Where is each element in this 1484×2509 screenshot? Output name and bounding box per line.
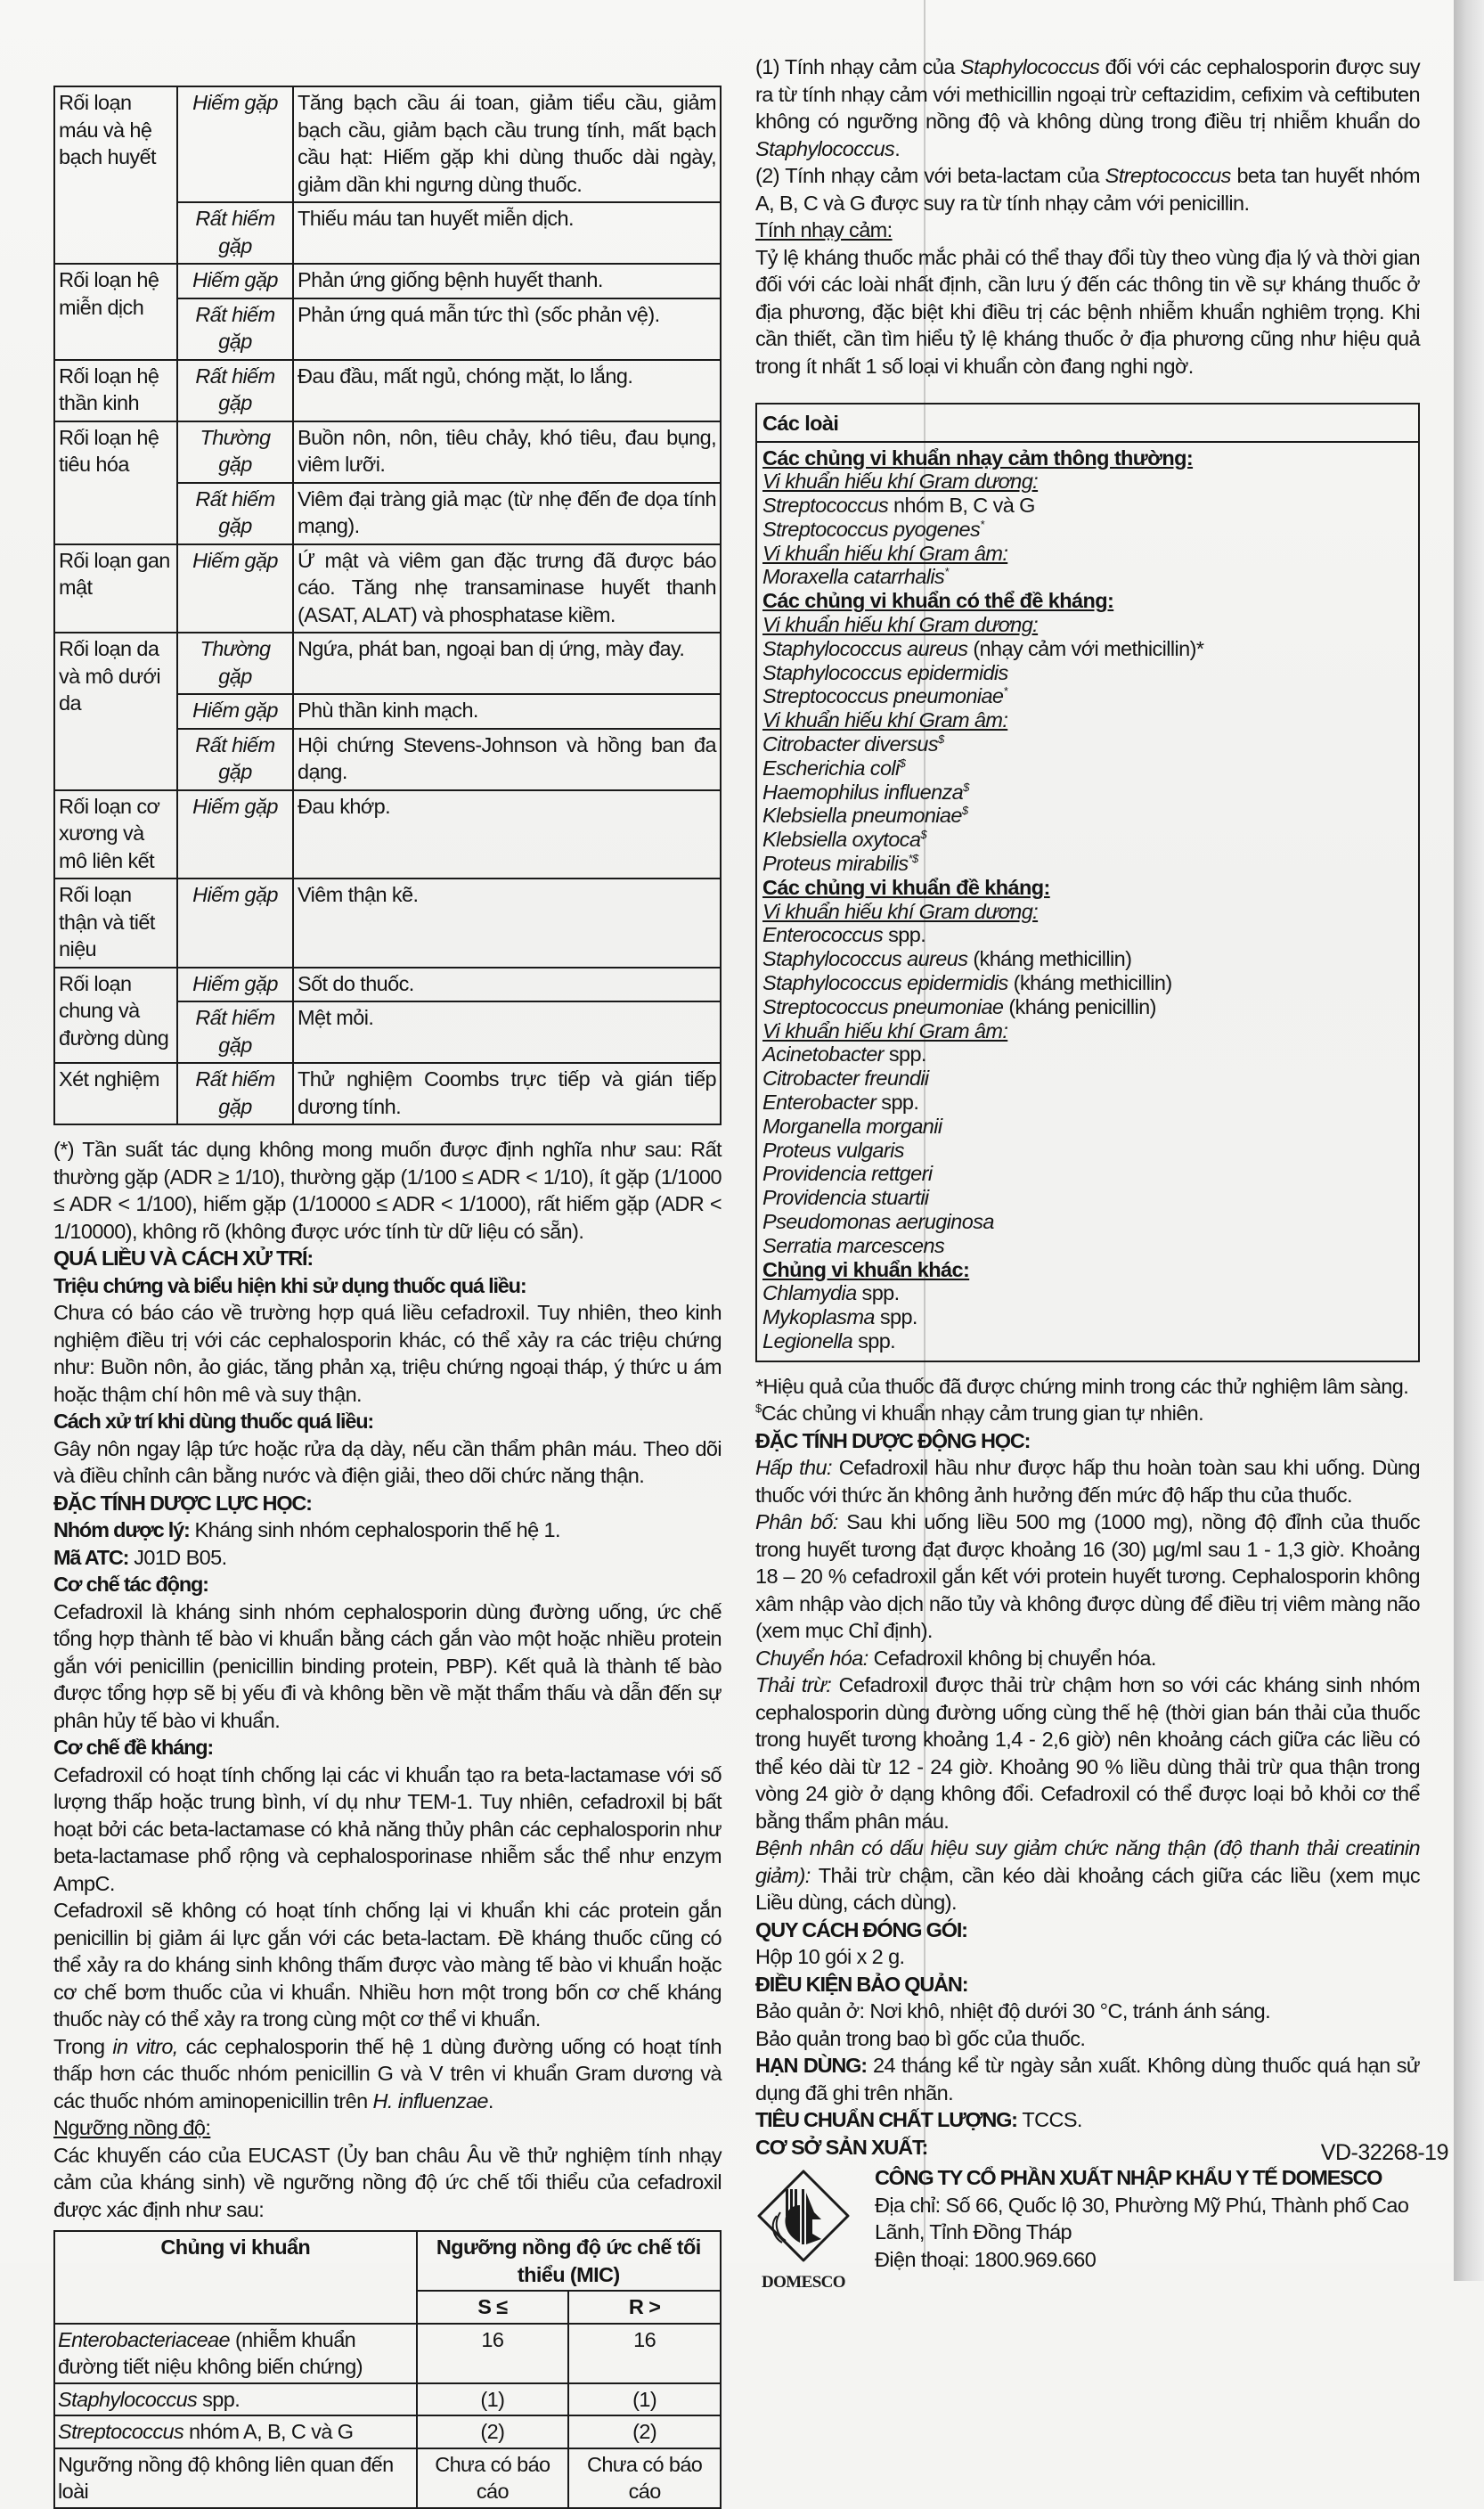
effect-cell: Đau đầu, mất ngủ, chóng mặt, lo lắng. <box>293 360 721 421</box>
species-name: Citrobacter freundii <box>762 1067 929 1091</box>
species-group-heading: Các chủng vi khuẩn đề kháng: <box>762 875 1050 899</box>
species-qualifier: spp. <box>856 1281 900 1305</box>
species-qualifier: (kháng penicillin) <box>1003 994 1156 1018</box>
shelf-life <box>755 2052 1420 2106</box>
note1-pre: (1) Tính nhạy cảm của <box>755 55 961 78</box>
species-subgroup-heading: Vi khuẩn hiếu khí Gram âm: <box>762 541 1008 565</box>
mic-species-rest: (nhiễm khuẩn đường tiết niệu không biến chứng) <box>58 2327 363 2378</box>
packaging-heading: QUY CÁCH ĐÓNG GÓI: <box>755 1917 967 1941</box>
species-item <box>762 1234 1413 1258</box>
frequency-cell: Rất hiếm gặp <box>177 360 293 421</box>
note1-italic: Staphylococcus <box>960 55 1100 78</box>
domesco-logo-icon <box>755 2170 852 2294</box>
species-item <box>762 637 1413 661</box>
species-name: Acinetobacter <box>762 1042 884 1067</box>
species-qualifier: spp. <box>874 1305 917 1329</box>
mic-species-rest: spp. <box>197 2387 241 2411</box>
species-marker: *$ <box>908 852 918 866</box>
in-vitro-paragraph <box>53 2033 722 2115</box>
footnote-dollar-text: Các chủng vi khuẩn nhạy cảm trung gian tự nhiên. <box>761 1402 1204 1426</box>
effect-cell: Buồn nôn, nôn, tiêu chảy, khó tiêu, đau bụng, viêm lưỡi. <box>293 421 721 483</box>
eucast-text: Các khuyến cáo của EUCAST (Ủy ban châu Âu về thử nghiệm tính nhạy cảm của kháng sinh) về ngưỡng nồng độ ức chế tối thiểu của cefadroxil được xác định như sau: <box>53 2143 722 2221</box>
species-item <box>762 923 1413 947</box>
species-name: Enterococcus <box>762 923 884 947</box>
adverse-effect-row <box>54 86 721 202</box>
species-marker: * <box>944 565 949 579</box>
resistance-paragraph-1: Cefadroxil có hoạt tính chống lại các vi khuẩn tạo ra beta-lactamase với số lượng thấp hoặc trung bình, ví dụ như TEM-1. Tuy nhiên, cefadroxil bị bất hoạt bởi các beta-lactamase có khả năng thủy phân các cephalosporin như beta-lactamase phổ rộng và cephalosporinase nhiễm sắc thể như enzym AmpC. <box>53 1762 722 1895</box>
overdose-symptoms-text: Chưa có báo cáo về trường hợp quá liều cefadroxil. Tuy nhiên, theo kinh nghiệm điều trị với các cephalosporin khác, có thể xảy ra các triệu chứng như: Buồn nôn, ảo giác, tăng phản xạ, triệu chứng ngoại tháp, ý thức u ám hoặc thậm chí hôn mê và suy thận. <box>53 1301 722 1406</box>
metabolism-label: Chuyển hóa: <box>755 1646 868 1670</box>
species-name: Streptococcus <box>762 494 889 518</box>
resistance-paragraph-2: Cefadroxil sẽ không có hoạt tính chống lại vi khuẩn khi các protein gắn penicillin bị giảm ái lực gắn với các beta-lactam. Đề kháng thuốc cũng có thể xảy ra do kháng sinh không thấm được vào màng tế bào vi khuẩn hoặc cơ chế bơm thuốc của vi khuẩn. Nhiều hơn một trong bốn cơ chế kháng thuốc này có thể xảy ra trong cùng một cơ thể vi khuẩn. <box>53 1899 722 2031</box>
mic-r-cell: 16 <box>568 2324 721 2383</box>
mic-col-species: Chủng vi khuẩn <box>54 2231 417 2324</box>
species-item <box>762 1210 1413 1234</box>
species-item <box>762 1162 1413 1186</box>
species-marker: $ <box>937 732 944 747</box>
effect-cell: Tăng bạch cầu ái toan, giảm tiểu cầu, giảm bạch cầu, giảm bạch cầu trung tính, mất bạch cầu hạt: Hiếm gặp khi dùng thuốc dài ngày, giảm dần khi ngưng dùng thuốc. <box>293 86 721 202</box>
organ-system-cell: Rối loạn cơ xương và mô liên kết <box>54 790 177 879</box>
species-marker: $ <box>899 756 906 771</box>
species-name: Legionella <box>762 1328 853 1353</box>
breakpoints-heading: Ngưỡng nồng độ: <box>53 2116 211 2139</box>
effect-cell: Ứ mật và viêm gan đặc trưng đã được báo cáo. Tăng nhẹ transaminase huyết thanh (ASAT, ALAT) và phosphatase kiềm. <box>293 544 721 633</box>
species-item <box>762 828 1413 852</box>
note1-post: đối với các cephalosporin được suy ra từ tính nhạy cảm với methicillin ngoại trừ ceftazidim, cefixim và ceftibuten không có ngưỡng nồng độ và không dùng trong điều trị nhiễm khuẩn do <box>755 55 1420 133</box>
organ-system-cell: Xét nghiệm <box>54 1063 177 1124</box>
manufacturer-block <box>755 2164 1420 2298</box>
species-qualifier: nhóm B, C và G <box>888 494 1035 518</box>
storage-heading: ĐIỀU KIỆN BẢO QUẢN: <box>755 1972 968 1996</box>
species-item <box>762 661 1413 685</box>
species-item <box>762 1281 1413 1305</box>
frequency-cell: Rất hiếm gặp <box>177 1063 293 1124</box>
distribution-text: Sau khi uống liều 500 mg (1000 mg), nồng độ đỉnh của thuốc trong huyết tương đạt được khoảng 16 (30) µg/ml sau 1 - 1,3 giờ. Khoảng 18 – 20 % cefadroxil gắn kết với protein huyết tương. Cephalosporin không xâm nhập vào dịch não tủy và không được dùng để điều trị viêm màng não (xem mục Chỉ định). <box>755 1510 1421 1643</box>
species-subgroup-heading: Vi khuẩn hiếu khí Gram dương: <box>762 899 1039 923</box>
adverse-effect-row <box>54 1063 721 1124</box>
frequency-cell: Rất hiếm gặp <box>177 202 293 264</box>
quality-standard <box>755 2106 1420 2134</box>
species-item <box>762 518 1413 542</box>
species-name: Streptococcus pneumoniae <box>762 684 1004 708</box>
species-qualifier: (kháng methicillin) <box>1007 971 1172 995</box>
manufacturer-phone: Điện thoại: 1800.969.660 <box>875 2247 1097 2271</box>
quality-standard-text: TCCS. <box>1016 2108 1082 2132</box>
species-list <box>757 443 1418 1361</box>
species-marker: $ <box>961 804 968 818</box>
species-item <box>762 684 1413 708</box>
elimination-text: Cefadroxil được thải trừ chậm hơn so với các kháng sinh nhóm cephalosporin dùng đường uống cùng thế hệ (thời gian bán thải của thuốc trong huyết tương khoảng 1,4 - 2,6 giờ) nên khoảng cách giữa các liều có thể kéo dài từ 12 - 24 giờ. Khoảng 90 % liều dùng thải trừ qua thận trong vòng 24 giờ ở dạng không đổi. Cefadroxil có thể được loại bỏ khỏi cơ thể bằng thẩm phân máu. <box>755 1673 1420 1833</box>
distribution-label: Phân bố: <box>755 1510 838 1534</box>
mic-species-cell <box>54 2324 417 2383</box>
species-group-heading: Các chủng vi khuẩn có thể đề kháng: <box>762 589 1114 613</box>
mic-row <box>54 2383 721 2416</box>
species-name: Citrobacter diversus <box>762 732 938 756</box>
absorption-label: Hấp thu: <box>755 1456 832 1480</box>
effect-cell: Phản ứng quá mẫn tức thì (sốc phản vệ). <box>293 298 721 360</box>
effect-cell: Đau khớp. <box>293 790 721 879</box>
mic-s-cell: Chưa có báo cáo <box>417 2448 569 2508</box>
mic-species-italic: Enterobacteriaceae <box>58 2327 231 2351</box>
organ-system-cell: Rối loạn hệ thần kinh <box>54 360 177 421</box>
mic-row <box>54 2324 721 2383</box>
in-vitro-post: các cephalosporin thế hệ 1 dùng đường uống có hoạt tính thấp hơn các thuốc nhóm penicillin G và V trên vi khuẩn Gram dương và các thuốc nhóm aminopenicillin trên <box>53 2034 722 2113</box>
species-qualifier: (nhạy cảm với methicillin)* <box>967 636 1204 660</box>
footnote-dollar <box>755 1400 1420 1427</box>
species-name: Serratia marcescens <box>762 1233 945 1257</box>
mic-col-threshold: Ngưỡng nồng độ ức chế tối thiểu (MIC) <box>417 2231 721 2291</box>
note1-italic2: Staphylococcus <box>755 136 895 160</box>
renal-text: Thải trừ chậm, cần kéo dài khoảng cách giữa các liều (xem mục Liều dùng, cách dùng). <box>755 1863 1420 1915</box>
effect-cell: Mệt mỏi. <box>293 1001 721 1063</box>
renal-label: Bệnh nhân có dấu hiệu suy giảm chức năng thận (độ thanh thải creatinin giảm): <box>755 1836 1420 1887</box>
mic-row <box>54 2448 721 2508</box>
mic-footnote-1 <box>755 53 1420 162</box>
pharm-group-value: Kháng sinh nhóm cephalosporin thế hệ 1. <box>189 1518 560 1541</box>
effect-cell: Phù thần kinh mạch. <box>293 694 721 729</box>
species-name: Chlamydia <box>762 1281 857 1305</box>
frequency-cell: Thường gặp <box>177 421 293 483</box>
species-name: Staphylococcus aureus <box>762 636 968 660</box>
packaging-text: Hộp 10 gói x 2 g. <box>755 1945 905 1969</box>
species-subgroup-heading: Vi khuẩn hiếu khí Gram âm: <box>762 1018 1008 1042</box>
shelf-life-text: 24 tháng kể từ ngày sản xuất. Không dùng thuốc quá hạn sử dụng đã ghi trên nhãn. <box>755 2054 1420 2104</box>
species-item <box>762 1329 1413 1353</box>
species-marker: * <box>980 518 984 532</box>
mic-species-rest: nhóm A, B, C và G <box>183 2420 354 2443</box>
elimination <box>755 1671 1420 1835</box>
absorption-text: Cefadroxil hầu như được hấp thu hoàn toàn sau khi uống. Dùng thuốc với thức ăn không ảnh hưởng đến mức độ hấp thu của thuốc. <box>755 1456 1420 1507</box>
species-name: Providencia rettgeri <box>762 1162 933 1186</box>
mic-species-cell <box>54 2448 417 2508</box>
footnote-dollar-sup: $ <box>755 1402 762 1416</box>
overdose-treatment-heading: Cách xử trí khi dùng thuốc quá liều: <box>53 1410 373 1433</box>
organ-system-cell: Rối loạn hệ miễn dịch <box>54 264 177 360</box>
species-item <box>762 947 1413 971</box>
species-name: Enterobacter <box>762 1091 877 1115</box>
storage-text-2: Bảo quản trong bao bì gốc của thuốc. <box>755 2026 1086 2050</box>
effect-cell: Viêm đại tràng giả mạc (từ nhẹ đến đe dọa tính mạng). <box>293 483 721 544</box>
mic-r-cell: (1) <box>568 2383 721 2416</box>
effect-cell: Viêm thận kẽ. <box>293 879 721 968</box>
species-item <box>762 971 1413 995</box>
effect-cell: Hội chứng Stevens-Johnson và hồng ban đa dạng. <box>293 729 721 790</box>
species-name: Streptococcus pneumoniae <box>762 994 1004 1018</box>
footnote-star: *Hiệu quả của thuốc đã được chứng minh trong các thử nghiệm lâm sàng. <box>755 1374 1409 1398</box>
species-name: Streptococcus pyogenes <box>762 517 981 541</box>
frequency-cell: Hiếm gặp <box>177 968 293 1002</box>
effect-cell: Phản ứng giống bệnh huyết thanh. <box>293 264 721 298</box>
effect-cell: Sốt do thuốc. <box>293 968 721 1002</box>
mic-species-italic: Streptococcus <box>58 2420 184 2443</box>
frequency-cell: Hiếm gặp <box>177 264 293 298</box>
species-item <box>762 756 1413 780</box>
mechanism-text: Cefadroxil là kháng sinh nhóm cephalosporin dùng đường uống, ức chế tổng hợp thành tế bào vi khuẩn bằng cách gắn vào một hoặc nhiều protein gắn với penicillin (penicillin binding protein, PBP). Kết quả là thành tế bào được tổng hợp sẽ bị yếu đi và không bền về mặt thẩm thấu và dẫn đến sự phân hủy tế bào vi khuẩn. <box>53 1599 722 1732</box>
adverse-effects-table <box>53 86 722 1125</box>
renal-impairment <box>755 1835 1420 1916</box>
shelf-life-label: HẠN DÙNG: <box>755 2054 867 2078</box>
overdose-treatment-text: Gây nôn ngay lập tức hoặc rửa dạ dày, nếu cần thẩm phân máu. Theo dõi và điều chỉnh cân bằng nước và điện giải, theo dõi chức năng thận. <box>53 1436 722 1487</box>
mic-r-cell: Chưa có báo cáo <box>568 2448 721 2508</box>
overdose-heading: QUÁ LIỀU VÀ CÁCH XỬ TRÍ: <box>53 1246 313 1270</box>
in-vitro-italic: in vitro, <box>112 2034 178 2058</box>
species-qualifier: spp. <box>883 1042 926 1067</box>
manufacturer-details <box>875 2164 1427 2273</box>
elimination-label: Thải trừ: <box>755 1673 832 1697</box>
organ-system-cell: Rối loạn chung và đường dùng <box>54 968 177 1064</box>
pharm-group-label: Nhóm dược lý: <box>53 1518 190 1541</box>
frequency-cell: Rất hiếm gặp <box>177 298 293 360</box>
species-item <box>762 494 1413 518</box>
mic-breakpoints-table <box>53 2230 722 2509</box>
species-subgroup-heading: Vi khuẩn hiếu khí Gram dương: <box>762 470 1039 494</box>
species-name: Mykoplasma <box>762 1305 875 1329</box>
species-name: Staphylococcus aureus <box>762 947 968 971</box>
organ-system-cell: Rối loạn máu và hệ bạch huyết <box>54 86 177 264</box>
note2-italic: Streptococcus <box>1105 164 1231 187</box>
species-item <box>762 780 1413 805</box>
susceptibility-heading: Tính nhạy cảm: <box>755 218 893 241</box>
resistance-heading: Cơ chế đề kháng: <box>53 1736 214 1759</box>
frequency-note: (*) Tần suất tác dụng không mong muốn được định nghĩa như sau: Rất thường gặp (ADR ≥ 1/10), thường gặp (1/100 ≤ ADR < 1/10), ít gặp (1/1000 ≤ ADR < 1/100), hiếm gặp (1/10000 ≤ ADR < 1/1000), rất hiếm gặp (ADR < 1/10000), không rõ (không được ước tính từ dữ liệu có sẵn). <box>53 1138 722 1243</box>
species-item <box>762 732 1413 756</box>
frequency-cell: Hiếm gặp <box>177 879 293 968</box>
species-item <box>762 565 1413 589</box>
frequency-cell: Thường gặp <box>177 633 293 694</box>
domesco-logo <box>755 2170 852 2294</box>
species-box <box>755 403 1420 1362</box>
adverse-effect-row <box>54 264 721 298</box>
atc-code <box>53 1544 722 1572</box>
effect-cell: Thử nghiệm Coombs trực tiếp và gián tiếp dương tính. <box>293 1063 721 1124</box>
organ-system-cell: Rối loạn da và mô dưới da <box>54 633 177 790</box>
adverse-effect-row <box>54 790 721 879</box>
frequency-cell: Hiếm gặp <box>177 790 293 879</box>
species-item <box>762 1186 1413 1210</box>
overdose-symptoms-heading: Triệu chứng và biểu hiện khi sử dụng thuốc quá liều: <box>53 1273 526 1297</box>
mic-species-rest: Ngưỡng nồng độ không liên quan đến loài <box>58 2452 394 2503</box>
species-qualifier: spp. <box>876 1091 919 1115</box>
organ-system-cell: Rối loạn gan mật <box>54 544 177 633</box>
in-vitro-end: . <box>487 2088 493 2113</box>
frequency-cell: Hiếm gặp <box>177 544 293 633</box>
species-subgroup-heading: Vi khuẩn hiếu khí Gram dương: <box>762 613 1039 637</box>
species-group-heading: Chủng vi khuẩn khác: <box>762 1257 970 1281</box>
species-qualifier: (kháng methicillin) <box>967 947 1132 971</box>
mic-col-s: S ≤ <box>417 2291 569 2324</box>
species-name: Klebsiella oxytoca <box>762 828 921 852</box>
mic-s-cell: (2) <box>417 2415 569 2448</box>
atc-value: J01D B05. <box>128 1545 227 1569</box>
mic-species-cell <box>54 2383 417 2416</box>
adverse-effect-row <box>54 968 721 1002</box>
frequency-cell: Hiếm gặp <box>177 86 293 202</box>
mic-s-cell: (1) <box>417 2383 569 2416</box>
species-item <box>762 852 1413 876</box>
organ-system-cell: Rối loạn thận và tiết niệu <box>54 879 177 968</box>
mic-col-r: R > <box>568 2291 721 2324</box>
note1-end: . <box>894 136 901 160</box>
absorption <box>755 1454 1420 1508</box>
species-item <box>762 1305 1413 1329</box>
species-item <box>762 1091 1413 1115</box>
mic-species-italic: Staphylococcus <box>58 2387 198 2411</box>
in-vitro-pre: Trong <box>53 2034 113 2058</box>
metabolism <box>755 1645 1420 1672</box>
species-item <box>762 1115 1413 1139</box>
species-item <box>762 1042 1413 1067</box>
species-name: Staphylococcus epidermidis <box>762 660 1008 684</box>
mic-r-cell: (2) <box>568 2415 721 2448</box>
manufacturer-address: Địa chỉ: Số 66, Quốc lộ 30, Phường Mỹ Phú, Thành phố Cao Lãnh, Tỉnh Đồng Tháp <box>875 2193 1409 2244</box>
manufacturer-name: CÔNG TY CỔ PHẦN XUẤT NHẬP KHẨU Y TẾ DOMESCO <box>875 2166 1382 2190</box>
mic-row <box>54 2415 721 2448</box>
mic-species-cell <box>54 2415 417 2448</box>
in-vitro-species: H. influenzae <box>372 2088 488 2113</box>
species-name: Pseudomonas aeruginosa <box>762 1210 994 1233</box>
species-name: Morganella morganii <box>762 1114 942 1138</box>
species-name: Haemophilus influenza <box>762 780 964 804</box>
species-qualifier: spp. <box>852 1328 896 1353</box>
species-box-header: Các loài <box>757 405 1418 443</box>
frequency-cell: Rất hiếm gặp <box>177 729 293 790</box>
frequency-cell: Rất hiếm gặp <box>177 483 293 544</box>
adverse-effect-row <box>54 544 721 633</box>
note2-pre: (2) Tính nhạy cảm với beta-lactam của <box>755 164 1105 187</box>
species-item <box>762 995 1413 1019</box>
species-name: Moraxella catarrhalis <box>762 565 945 589</box>
mic-s-cell: 16 <box>417 2324 569 2383</box>
atc-label: Mã ATC: <box>53 1545 129 1569</box>
species-group-heading: Các chủng vi khuẩn nhạy cảm thông thường: <box>762 445 1194 470</box>
adverse-effect-row <box>54 879 721 968</box>
frequency-cell: Hiếm gặp <box>177 694 293 729</box>
species-marker: $ <box>920 828 926 842</box>
manufacturer-heading: CƠ SỞ SẢN XUẤT: <box>755 2135 928 2159</box>
right-column <box>755 53 1420 2298</box>
species-item <box>762 804 1413 828</box>
pharmacological-group <box>53 1516 722 1544</box>
quality-standard-label: TIÊU CHUẨN CHẤT LƯỢNG: <box>755 2108 1017 2132</box>
page-edge-shadow <box>1454 0 1484 2281</box>
species-name: Escherichia coli <box>762 756 900 780</box>
species-marker: * <box>1003 684 1007 699</box>
effect-cell: Ngứa, phát ban, ngoại ban dị ứng, mày đay. <box>293 633 721 694</box>
mechanism-heading: Cơ chế tác động: <box>53 1573 208 1596</box>
effect-cell: Thiếu máu tan huyết miễn dịch. <box>293 202 721 264</box>
species-name: Proteus vulgaris <box>762 1138 904 1162</box>
species-name: Providencia stuartii <box>762 1186 929 1210</box>
pharmacodynamics-heading: ĐẶC TÍNH DƯỢC LỰC HỌC: <box>53 1491 312 1515</box>
species-name: Staphylococcus epidermidis <box>762 971 1008 995</box>
adverse-effect-row <box>54 360 721 421</box>
mic-footnote-2 <box>755 162 1420 217</box>
pharmacokinetics-heading: ĐẶC TÍNH DƯỢC ĐỘNG HỌC: <box>755 1428 1031 1452</box>
distribution <box>755 1508 1420 1645</box>
adverse-effect-row <box>54 421 721 483</box>
logo-text: DOMESCO <box>762 2273 845 2292</box>
species-item <box>762 1067 1413 1091</box>
species-name: Proteus mirabilis <box>762 852 909 876</box>
registration-number: VD-32268-19 <box>1320 2140 1448 2165</box>
adverse-effect-row <box>54 633 721 694</box>
susceptibility-text: Tỷ lệ kháng thuốc mắc phải có thể thay đổi tùy theo vùng địa lý và thời gian đối với các loài nhất định, cần lưu ý đến các thông tin về sự kháng thuốc ở địa phương, đặc biệt khi điều trị các bệnh nhiễm khuẩn nghiêm trọng. Khi cần thiết, cần tìm hiểu tỷ lệ kháng thuốc ở địa phương cũng như hiệu quả trong ít nhất 1 số loại vi khuẩn còn đang nghi ngờ. <box>755 245 1420 378</box>
species-name: Klebsiella pneumoniae <box>762 804 962 828</box>
left-column <box>53 53 722 2509</box>
note2-post: beta tan huyết nhóm A, B, C và G được suy ra từ tính nhạy cảm với penicillin. <box>755 164 1420 215</box>
organ-system-cell: Rối loạn hệ tiêu hóa <box>54 421 177 544</box>
species-item <box>762 1139 1413 1163</box>
species-qualifier: spp. <box>883 923 926 947</box>
species-marker: $ <box>963 780 969 794</box>
species-subgroup-heading: Vi khuẩn hiếu khí Gram âm: <box>762 708 1008 732</box>
storage-text-1: Bảo quản ở: Nơi khô, nhiệt độ dưới 30 °C, tránh ánh sáng. <box>755 1999 1271 2023</box>
metabolism-text: Cefadroxil không bị chuyển hóa. <box>868 1646 1156 1670</box>
frequency-cell: Rất hiếm gặp <box>177 1001 293 1063</box>
